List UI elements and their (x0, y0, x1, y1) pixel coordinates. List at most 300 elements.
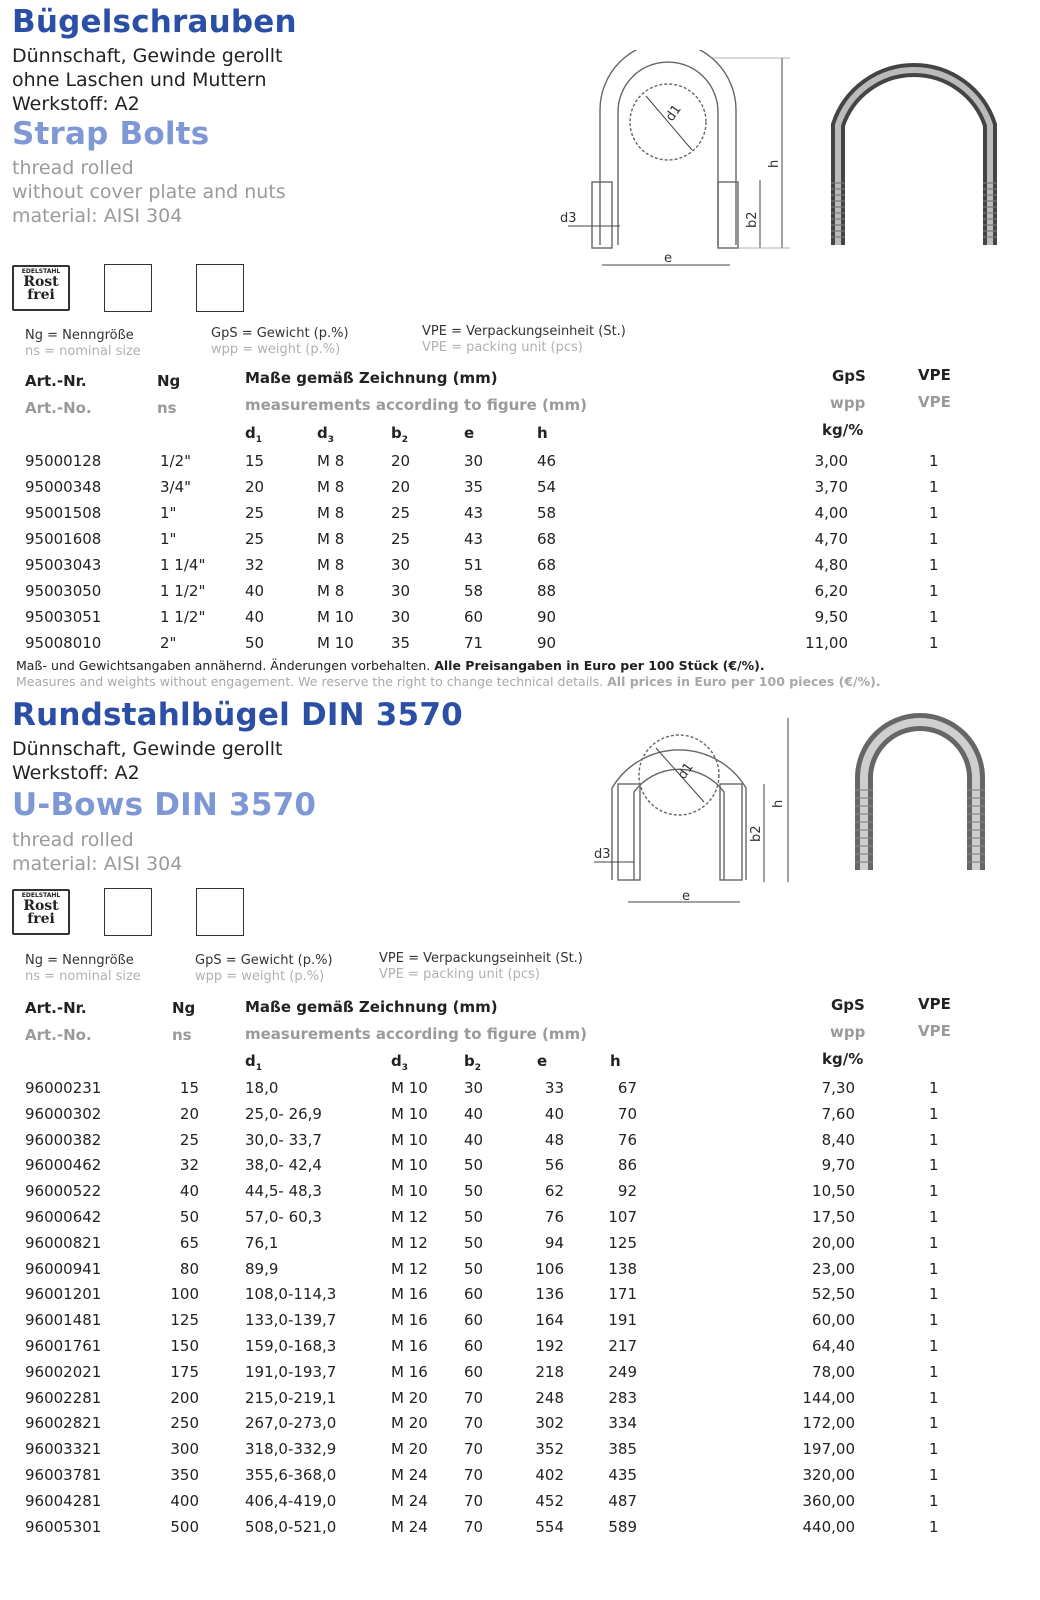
cell-d1: 25 (245, 504, 265, 522)
cell-e: 71 (464, 634, 484, 652)
cell-gps: 10,50 (812, 1182, 855, 1201)
logo-main2: frei (27, 287, 55, 303)
cell-h: 58 (537, 504, 557, 522)
cell-h: 334 (608, 1414, 637, 1433)
empty-box (104, 264, 152, 312)
section2-desc-de (12, 737, 283, 785)
cell-d3: M 12 (391, 1259, 428, 1278)
legend-text: ns = nominal size (25, 969, 141, 984)
cell-art: 96000941 (25, 1259, 102, 1278)
cell-ng: 50 (179, 1208, 199, 1226)
cell-gps: 3,00 (814, 452, 848, 470)
dim-b2: $b_2$ (464, 1052, 482, 1073)
cell-e: 56 (544, 1156, 564, 1175)
cell-art: 95003051 (25, 608, 102, 626)
cell-d3: M 24 (391, 1491, 428, 1510)
cell-art: 96003781 (25, 1466, 102, 1484)
hdr-ng-en: ns (172, 1026, 192, 1044)
cell-d1: 508,0-521,0 (245, 1517, 337, 1536)
hdr-vpe: VPE (918, 366, 951, 384)
cell-e: 62 (544, 1182, 564, 1201)
cell-ng: 80 (179, 1259, 199, 1278)
cell-d1: 30,0- 33,7 (245, 1130, 322, 1149)
cell-vpe: 1 (929, 608, 939, 626)
cell-h: 249 (608, 1362, 637, 1381)
cell-b2: 20 (391, 478, 411, 496)
cell-art: 96000382 (25, 1130, 102, 1149)
cell-d1: 108,0-114,3 (245, 1285, 337, 1304)
cell-h: 70 (617, 1104, 637, 1123)
cell-art: 95008010 (25, 634, 102, 652)
cell-art: 96004281 (25, 1491, 102, 1510)
cell-e: 352 (535, 1440, 564, 1459)
logo-main1: Rost (23, 274, 59, 290)
cell-h: 125 (608, 1233, 637, 1252)
cell-e: 48 (544, 1130, 564, 1149)
cell-e: 76 (544, 1208, 564, 1226)
hdr-vpe-en: VPE (918, 393, 951, 411)
cell-b2: 50 (464, 1233, 484, 1252)
cell-b2: 30 (391, 556, 411, 574)
hdr-gps: GpS (831, 996, 865, 1014)
cell-art: 96000522 (25, 1182, 102, 1201)
desc-line: ohne Laschen und Muttern (12, 69, 267, 91)
logo-top: EDELSTAHL (21, 892, 61, 899)
strap-bolt-drawing (560, 50, 800, 275)
cell-gps: 4,70 (814, 530, 848, 548)
cell-gps: 23,00 (812, 1259, 855, 1278)
legend-ng (25, 328, 141, 360)
cell-art: 95003050 (25, 582, 102, 600)
cell-gps: 320,00 (802, 1466, 855, 1484)
cell-gps: 7,30 (821, 1079, 855, 1097)
cell-vpe: 1 (929, 1491, 939, 1510)
dim-b2: $b_2$ (391, 424, 409, 445)
cell-e: 192 (535, 1337, 564, 1355)
empty-box (104, 888, 152, 936)
hdr-gps-en: wpp (830, 1023, 866, 1041)
cell-b2: 50 (464, 1208, 484, 1226)
legend-text: VPE = packing unit (pcs) (422, 340, 583, 355)
hdr-ng-en: ns (157, 399, 177, 417)
cell-d1: 89,9 (245, 1259, 279, 1278)
cell-e: 30 (464, 452, 484, 470)
cell-d3: M 10 (391, 1182, 428, 1201)
hdr-ng: Ng (172, 999, 196, 1017)
cell-ng: 25 (179, 1130, 199, 1149)
cell-e: 60 (464, 608, 484, 626)
cell-e: 106 (535, 1259, 564, 1278)
cell-ng: 125 (170, 1311, 199, 1330)
cell-b2: 50 (464, 1259, 484, 1278)
cell-ng: 400 (170, 1491, 199, 1510)
cell-d3: M 8 (317, 504, 345, 522)
cell-d3: M 10 (391, 1130, 428, 1149)
hdr-meas: Maße gemäß Zeichnung (mm) (245, 369, 498, 387)
cell-d3: M 16 (391, 1337, 428, 1355)
section2-title-de: Rundstahlbügel DIN 3570 (12, 697, 463, 733)
cell-ng: 150 (170, 1337, 199, 1355)
cell-e: 94 (544, 1233, 564, 1252)
cell-ng: 1 1/2" (160, 582, 206, 600)
cell-ng: 20 (179, 1104, 199, 1123)
cell-b2: 70 (464, 1414, 484, 1433)
cell-e: 554 (535, 1517, 564, 1536)
cell-vpe: 1 (929, 1130, 939, 1149)
cell-d1: 57,0- 60,3 (245, 1208, 322, 1226)
strap-bolt-photo (820, 55, 1020, 255)
cell-vpe: 1 (929, 452, 939, 470)
legend-gps (211, 326, 349, 358)
section2-desc-en (12, 828, 182, 876)
cell-ng: 500 (170, 1517, 199, 1536)
cell-ng: 2" (160, 634, 177, 652)
cell-b2: 70 (464, 1466, 484, 1484)
footer-de-b: Alle Preisangaben in Euro per 100 Stück (€/%). (434, 658, 765, 673)
cell-ng: 1 1/2" (160, 608, 206, 626)
cell-b2: 70 (464, 1388, 484, 1407)
cell-vpe: 1 (929, 1182, 939, 1201)
legend-text: wpp = weight (p.%) (195, 969, 325, 984)
cell-b2: 60 (464, 1311, 484, 1330)
cell-gps: 52,50 (812, 1285, 855, 1304)
cell-ng: 250 (170, 1414, 199, 1433)
desc-line: material: AISI 304 (12, 205, 183, 227)
cell-b2: 70 (464, 1517, 484, 1536)
hdr-unit: kg/% (822, 421, 864, 439)
cell-d3: M 16 (391, 1362, 428, 1381)
cell-d1: 20 (245, 478, 265, 496)
cell-d3: M 10 (391, 1156, 428, 1175)
legend-text: GpS = Gewicht (p.%) (211, 326, 349, 341)
cell-gps: 3,70 (814, 478, 848, 496)
cell-b2: 35 (391, 634, 411, 652)
cell-d3: M 10 (317, 608, 354, 626)
hdr-art-en: Art.-No. (25, 1026, 92, 1044)
desc-line: material: AISI 304 (12, 853, 183, 875)
cell-d1: 76,1 (245, 1233, 279, 1252)
cell-d3: M 16 (391, 1311, 428, 1330)
section1-desc-en (12, 156, 286, 228)
cell-art: 95000128 (25, 452, 102, 470)
cell-d3: M 24 (391, 1466, 428, 1484)
cell-e: 136 (535, 1285, 564, 1304)
cell-vpe: 1 (929, 1362, 939, 1381)
cell-e: 402 (535, 1466, 564, 1484)
label-h: h (767, 159, 782, 168)
cell-h: 487 (608, 1491, 637, 1510)
cell-ng: 1" (160, 530, 177, 548)
cell-h: 435 (608, 1466, 637, 1484)
cell-d3: M 20 (391, 1388, 428, 1407)
desc-line: Dünnschaft, Gewinde gerollt (12, 45, 283, 67)
cell-art: 96000302 (25, 1104, 102, 1123)
rostfrei-logo (12, 889, 70, 935)
cell-e: 51 (464, 556, 484, 574)
cell-vpe: 1 (929, 634, 939, 652)
cell-d3: M 12 (391, 1233, 428, 1252)
logo-main1: Rost (23, 898, 59, 914)
cell-h: 138 (608, 1259, 637, 1278)
label-e: e (664, 251, 672, 266)
dim-e: e (464, 424, 475, 442)
desc-line: Werkstoff: A2 (12, 762, 140, 784)
cell-art: 95001508 (25, 504, 102, 522)
legend-ng (25, 953, 141, 985)
desc-line: Dünnschaft, Gewinde gerollt (12, 738, 283, 760)
cell-d3: M 20 (391, 1440, 428, 1459)
cell-d1: 25 (245, 530, 265, 548)
footer-de-a: Maß- und Gewichtsangaben annähernd. Änderungen vorbehalten. (16, 658, 431, 673)
legend-vpe (422, 324, 626, 356)
cell-b2: 30 (464, 1079, 484, 1097)
cell-e: 58 (464, 582, 484, 600)
cell-art: 96000642 (25, 1208, 102, 1226)
cell-d3: M 8 (317, 530, 345, 548)
dim-d1: $d_1$ (245, 1052, 263, 1073)
footer-en (16, 674, 881, 689)
cell-d1: 15 (245, 452, 265, 470)
label-e: e (682, 889, 690, 904)
legend-text: VPE = Verpackungseinheit (St.) (379, 951, 583, 966)
legend-vpe (379, 951, 583, 983)
label-d1: d1 (662, 102, 685, 125)
legend-text: VPE = Verpackungseinheit (St.) (422, 324, 626, 339)
dim-h: h (610, 1052, 621, 1070)
cell-gps: 360,00 (802, 1491, 855, 1510)
hdr-meas: Maße gemäß Zeichnung (mm) (245, 998, 498, 1016)
cell-d3: M 10 (317, 634, 354, 652)
label-b2: b2 (745, 211, 760, 228)
cell-h: 68 (537, 556, 557, 574)
cell-gps: 20,00 (812, 1233, 855, 1252)
label-d3: d3 (560, 211, 577, 226)
cell-h: 107 (608, 1208, 637, 1226)
cell-d1: 267,0-273,0 (245, 1414, 337, 1433)
cell-d1: 38,0- 42,4 (245, 1156, 322, 1175)
hdr-meas-en: measurements according to figure (mm) (245, 396, 588, 414)
hdr-meas-en: measurements according to figure (mm) (245, 1025, 588, 1043)
hdr-art: Art.-Nr. (25, 372, 87, 390)
section2-title-en: U-Bows DIN 3570 (12, 787, 317, 823)
cell-b2: 20 (391, 452, 411, 470)
cell-b2: 30 (391, 582, 411, 600)
cell-d1: 25,0- 26,9 (245, 1104, 322, 1123)
cell-e: 248 (535, 1388, 564, 1407)
dim-h: h (537, 424, 548, 442)
cell-vpe: 1 (929, 1414, 939, 1433)
cell-e: 164 (535, 1311, 564, 1330)
cell-b2: 60 (464, 1362, 484, 1381)
cell-h: 171 (608, 1285, 637, 1304)
cell-d1: 355,6-368,0 (245, 1466, 337, 1484)
cell-b2: 70 (464, 1491, 484, 1510)
cell-b2: 70 (464, 1440, 484, 1459)
label-d1: d1 (674, 760, 697, 783)
cell-h: 385 (608, 1440, 637, 1459)
cell-vpe: 1 (929, 1466, 939, 1484)
cell-art: 96000462 (25, 1156, 102, 1175)
cell-gps: 78,00 (812, 1362, 855, 1381)
cell-gps: 11,00 (805, 634, 848, 652)
cell-d3: M 8 (317, 582, 345, 600)
legend-text: GpS = Gewicht (p.%) (195, 953, 333, 968)
cell-e: 302 (535, 1414, 564, 1433)
cell-gps: 17,50 (812, 1208, 855, 1226)
cell-h: 67 (617, 1079, 637, 1097)
cell-h: 283 (608, 1388, 637, 1407)
label-h: h (771, 799, 786, 808)
cell-b2: 60 (464, 1337, 484, 1355)
cell-h: 92 (617, 1182, 637, 1201)
cell-d1: 191,0-193,7 (245, 1362, 337, 1381)
cell-h: 76 (617, 1130, 637, 1149)
cell-h: 86 (617, 1156, 637, 1175)
cell-d3: M 16 (391, 1285, 428, 1304)
cell-d1: 215,0-219,1 (245, 1388, 337, 1407)
cell-h: 217 (608, 1337, 637, 1355)
cell-vpe: 1 (929, 1104, 939, 1123)
cell-gps: 440,00 (802, 1517, 855, 1536)
cell-ng: 100 (170, 1285, 199, 1304)
cell-art: 96003321 (25, 1440, 102, 1459)
cell-art: 95003043 (25, 556, 102, 574)
legend-text: Ng = Nenngröße (25, 953, 134, 968)
legend-text: ns = nominal size (25, 344, 141, 359)
hdr-ng: Ng (157, 372, 181, 390)
cell-d1: 32 (245, 556, 265, 574)
cell-gps: 4,00 (814, 504, 848, 522)
cell-e: 43 (464, 530, 484, 548)
cell-e: 33 (544, 1079, 564, 1097)
cell-gps: 144,00 (802, 1388, 855, 1407)
desc-line: without cover plate and nuts (12, 181, 286, 203)
u-bow-drawing (590, 710, 800, 910)
cell-ng: 200 (170, 1388, 199, 1407)
cell-b2: 25 (391, 530, 411, 548)
legend-text: VPE = packing unit (pcs) (379, 967, 540, 982)
cell-b2: 50 (464, 1156, 484, 1175)
empty-box (196, 264, 244, 312)
cell-h: 191 (608, 1311, 637, 1330)
hdr-art-en: Art.-No. (25, 399, 92, 417)
u-bow-photo (840, 710, 1000, 880)
cell-vpe: 1 (929, 582, 939, 600)
cell-vpe: 1 (929, 1259, 939, 1278)
cell-e: 35 (464, 478, 484, 496)
cell-e: 452 (535, 1491, 564, 1510)
cell-h: 88 (537, 582, 557, 600)
cell-b2: 40 (464, 1104, 484, 1123)
cell-ng: 15 (179, 1079, 199, 1097)
cell-d1: 44,5- 48,3 (245, 1182, 322, 1201)
cell-ng: 65 (179, 1233, 199, 1252)
cell-vpe: 1 (929, 556, 939, 574)
section1-title-de: Bügelschrauben (12, 4, 297, 40)
cell-gps: 8,40 (821, 1130, 855, 1149)
cell-b2: 40 (464, 1130, 484, 1149)
cell-e: 40 (544, 1104, 564, 1123)
cell-vpe: 1 (929, 1285, 939, 1304)
cell-ng: 32 (179, 1156, 199, 1175)
cell-art: 96002281 (25, 1388, 102, 1407)
cell-art: 96002821 (25, 1414, 102, 1433)
cell-d3: M 24 (391, 1517, 428, 1536)
desc-line: thread rolled (12, 157, 134, 179)
logo-top: EDELSTAHL (21, 268, 61, 275)
cell-e: 218 (535, 1362, 564, 1381)
cell-ng: 300 (170, 1440, 199, 1459)
cell-gps: 197,00 (802, 1440, 855, 1459)
cell-ng: 1/2" (160, 452, 192, 470)
label-d3: d3 (594, 847, 611, 862)
cell-d3: M 10 (391, 1104, 428, 1123)
cell-d3: M 8 (317, 452, 345, 470)
legend-gps (195, 953, 333, 985)
hdr-gps-en: wpp (830, 394, 866, 412)
cell-ng: 1 1/4" (160, 556, 206, 574)
hdr-vpe: VPE (918, 995, 951, 1013)
cell-ng: 350 (170, 1466, 199, 1484)
cell-ng: 1" (160, 504, 177, 522)
cell-d3: M 20 (391, 1414, 428, 1433)
cell-ng: 40 (179, 1182, 199, 1201)
cell-art: 96001761 (25, 1337, 102, 1355)
hdr-gps: GpS (832, 367, 866, 385)
cell-b2: 30 (391, 608, 411, 626)
footer-de (16, 658, 765, 673)
cell-gps: 7,60 (821, 1104, 855, 1123)
cell-art: 96001201 (25, 1285, 102, 1304)
cell-d1: 159,0-168,3 (245, 1337, 337, 1355)
cell-d3: M 8 (317, 478, 345, 496)
cell-ng: 3/4" (160, 478, 192, 496)
cell-b2: 50 (464, 1182, 484, 1201)
cell-gps: 60,00 (812, 1311, 855, 1330)
cell-d1: 18,0 (245, 1079, 279, 1097)
cell-e: 43 (464, 504, 484, 522)
cell-vpe: 1 (929, 1440, 939, 1459)
cell-vpe: 1 (929, 1311, 939, 1330)
cell-d1: 40 (245, 608, 265, 626)
desc-line: thread rolled (12, 829, 134, 851)
cell-d3: M 10 (391, 1079, 428, 1097)
cell-gps: 6,20 (814, 582, 848, 600)
cell-art: 96001481 (25, 1311, 102, 1330)
cell-d1: 40 (245, 582, 265, 600)
empty-box (196, 888, 244, 936)
cell-gps: 64,40 (812, 1337, 855, 1355)
cell-vpe: 1 (929, 1388, 939, 1407)
cell-art: 96000231 (25, 1079, 102, 1097)
cell-vpe: 1 (929, 478, 939, 496)
dim-d1: $d_1$ (245, 424, 263, 445)
dim-d3: $d_3$ (317, 424, 335, 445)
cell-vpe: 1 (929, 504, 939, 522)
cell-b2: 25 (391, 504, 411, 522)
hdr-art: Art.-Nr. (25, 999, 87, 1017)
cell-h: 90 (537, 634, 557, 652)
cell-vpe: 1 (929, 1517, 939, 1536)
cell-vpe: 1 (929, 1337, 939, 1355)
cell-gps: 9,70 (821, 1156, 855, 1175)
dim-e: e (537, 1052, 548, 1070)
hdr-unit: kg/% (822, 1050, 864, 1068)
dim-d3: $d_3$ (391, 1052, 409, 1073)
cell-art: 95001608 (25, 530, 102, 548)
cell-vpe: 1 (929, 1079, 939, 1097)
cell-art: 96002021 (25, 1362, 102, 1381)
